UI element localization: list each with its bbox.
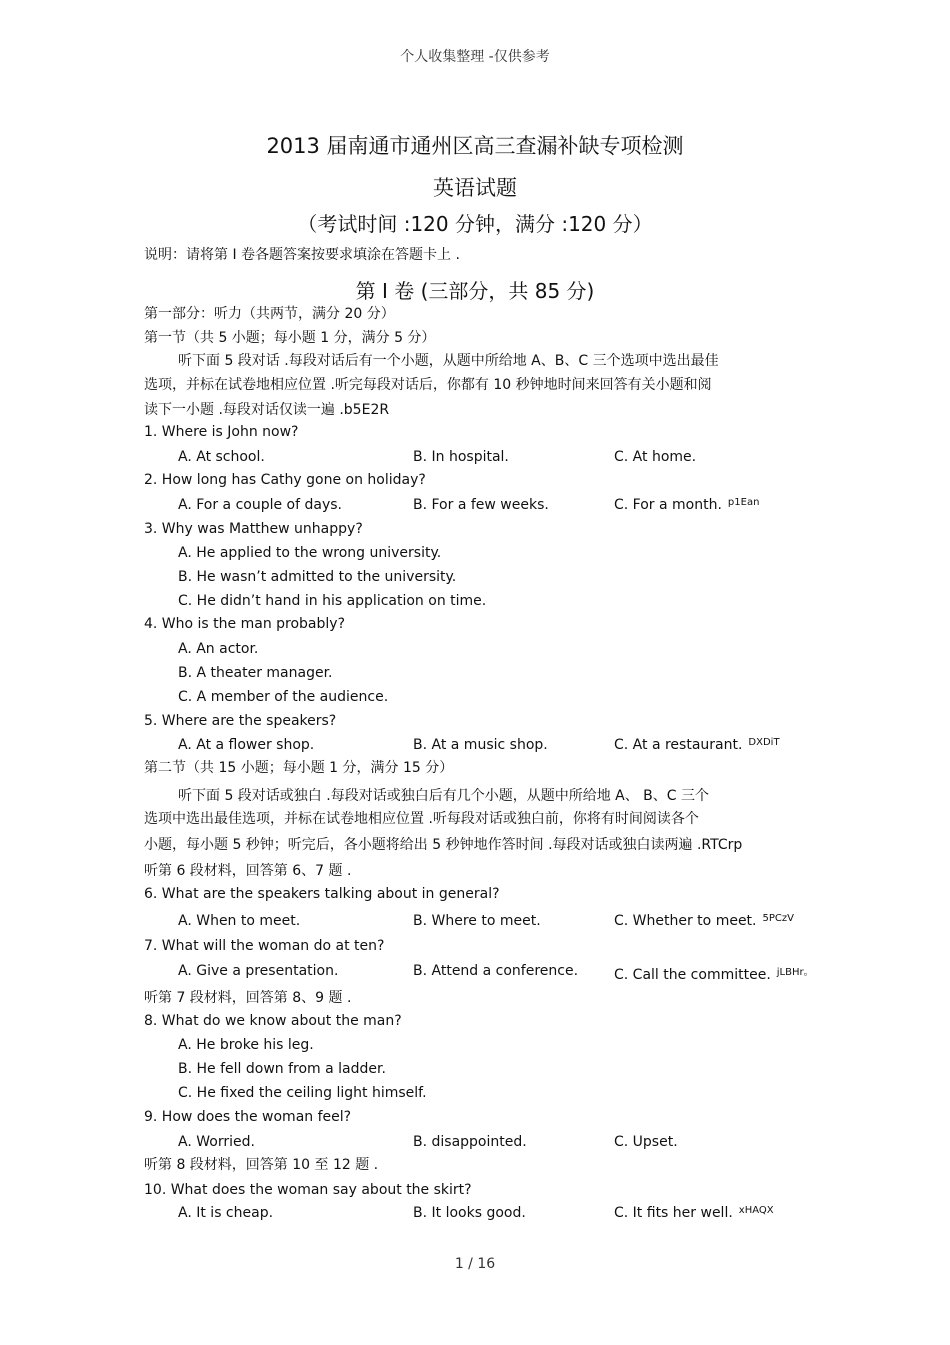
q10-option-a: A. It is cheap.: [178, 1205, 274, 1221]
q1-option-b: B. In hospital.: [413, 449, 509, 465]
q10-option-b: B. It looks good.: [413, 1205, 526, 1221]
question-3: 3. Why was Matthew unhappy?: [144, 521, 363, 537]
q10-option-c-text: C. It fits her well.: [614, 1205, 733, 1221]
watermark-code: DXDiT: [748, 737, 780, 748]
q1-option-c: C. At home.: [614, 449, 697, 465]
q7-option-c: [614, 963, 814, 983]
q3-option-c: C. He didn’t hand in his application on time.: [178, 593, 487, 609]
section2-instruction-line: 小题，每小题 5 秒钟；听完后，各小题将给出 5 秒钟地作答时间 .每段对话或独白读两遍 .RTCrp: [144, 837, 743, 853]
page-header: 个人收集整理 -仅供参考: [400, 49, 550, 65]
q6-option-a: A. When to meet.: [178, 913, 301, 929]
instruction-note: 说明：请将第 I 卷各题答案按要求填涂在答题卡上 .: [144, 247, 460, 263]
material-6-heading: 听第 6 段材料，回答第 6、7 题 .: [144, 863, 352, 879]
question-9: 9. How does the woman feel?: [144, 1109, 352, 1125]
q1-option-a: A. At school.: [178, 449, 265, 465]
question-7: 7. What will the woman do at ten?: [144, 938, 385, 954]
q5-option-c-text: C. At a restaurant.: [614, 737, 743, 753]
q3-option-a: A. He applied to the wrong university.: [178, 545, 442, 561]
watermark-code: xHAQX: [738, 1205, 774, 1216]
q5-option-a: A. At a flower shop.: [178, 737, 315, 753]
exam-title: 2013 届南通市通州区高三查漏补缺专项检测: [266, 134, 684, 158]
volume-heading: 第 I 卷 (三部分，共 85 分): [355, 279, 595, 303]
q6-option-c-text: C. Whether to meet.: [614, 913, 757, 929]
q4-option-c: C. A member of the audience.: [178, 689, 389, 705]
q9-option-c: C. Upset.: [614, 1134, 678, 1150]
q2-option-b: B. For a few weeks.: [413, 497, 549, 513]
section1-instruction-line: 读下一小题 .每段对话仅读一遍 .b5E2R: [144, 402, 390, 418]
exam-time: （考试时间 :120 分钟，满分 :120 分）: [297, 212, 653, 236]
q7-option-b: B. Attend a conference.: [413, 963, 579, 979]
question-8: 8. What do we know about the man?: [144, 1013, 402, 1029]
watermark-code: p1Ean: [727, 497, 760, 508]
watermark-code: 5PCzV: [762, 913, 794, 924]
q4-option-b: B. A theater manager.: [178, 665, 333, 681]
q5-option-c: [614, 737, 780, 753]
section2-heading: 第二节（共 15 小题；每小题 1 分，满分 15 分）: [144, 760, 454, 776]
q5-option-b: B. At a music shop.: [413, 737, 548, 753]
q9-option-b: B. disappointed.: [413, 1134, 527, 1150]
section1-heading: 第一节（共 5 小题；每小题 1 分，满分 5 分）: [144, 330, 436, 346]
part1-heading: 第一部分：听力（共两节，满分 20 分）: [144, 306, 395, 322]
q9-option-a: A. Worried.: [178, 1134, 255, 1150]
q10-option-c: [614, 1205, 774, 1221]
q8-option-b: B. He fell down from a ladder.: [178, 1061, 386, 1077]
q8-option-c: C. He fixed the ceiling light himself.: [178, 1085, 427, 1101]
section1-instruction-line: 选项，并标在试卷地相应位置 .听完每段对话后，你都有 10 秒钟地时间来回答有关小题和阅: [144, 377, 712, 393]
section2-instruction-line: 选项中选出最佳选项，并标在试卷地相应位置 .听每段对话或独白前，你将有时间阅读各个: [144, 811, 699, 827]
section1-instruction-line: 听下面 5 段对话 .每段对话后有一个小题，从题中所给地 A、B、C 三个选项中选出最佳: [178, 353, 719, 369]
question-2: 2. How long has Cathy gone on holiday?: [144, 472, 426, 488]
q6-option-c: [614, 913, 794, 929]
material-8-heading: 听第 8 段材料，回答第 10 至 12 题 .: [144, 1157, 379, 1173]
q7-option-c-text: C. Call the committee.: [614, 967, 771, 983]
q3-option-b: B. He wasn’t admitted to the university.: [178, 569, 457, 585]
q4-option-a: A. An actor.: [178, 641, 259, 657]
section2-instruction-line: 听下面 5 段对话或独白 .每段对话或独白后有几个小题，从题中所给地 A、 B、C 三个: [178, 788, 710, 804]
question-1: 1. Where is John now?: [144, 424, 299, 440]
q6-option-b: B. Where to meet.: [413, 913, 541, 929]
q7-option-a: A. Give a presentation.: [178, 963, 339, 979]
question-6: 6. What are the speakers talking about in general?: [144, 886, 500, 902]
page-number: 1 / 16: [454, 1256, 496, 1272]
q2-option-a: A. For a couple of days.: [178, 497, 343, 513]
question-10: 10. What does the woman say about the skirt?: [144, 1182, 472, 1198]
material-7-heading: 听第 7 段材料，回答第 8、9 题 .: [144, 990, 352, 1006]
q2-option-c-text: C. For a month.: [614, 497, 722, 513]
question-5: 5. Where are the speakers?: [144, 713, 337, 729]
q8-option-a: A. He broke his leg.: [178, 1037, 314, 1053]
question-4: 4. Who is the man probably?: [144, 616, 345, 632]
q2-option-c: [614, 497, 759, 513]
exam-subtitle: 英语试题: [433, 176, 517, 200]
watermark-code: jLBHr。: [776, 967, 814, 978]
